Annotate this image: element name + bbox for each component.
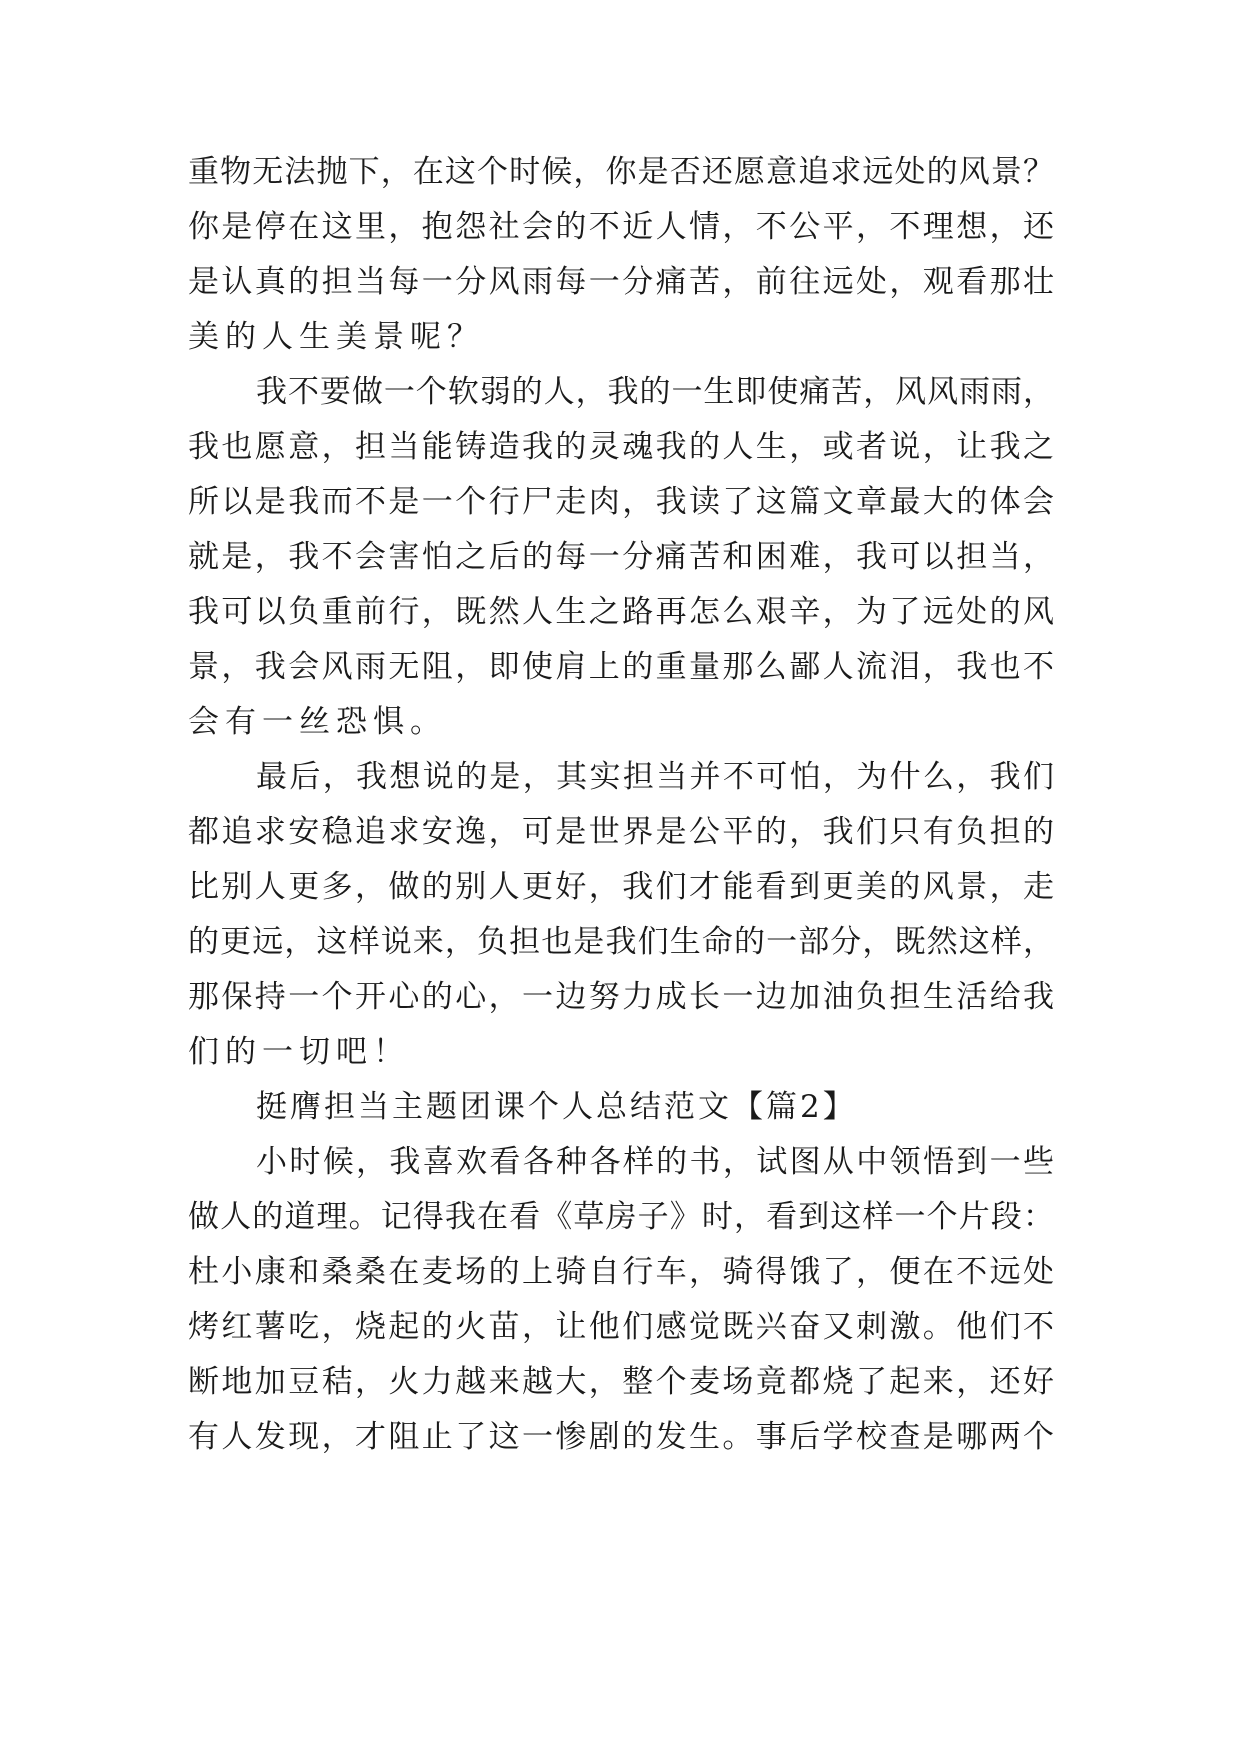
text-line: 那保持一个开心的心，一边努力成长一边加油负担生活给我 [188, 979, 1054, 1015]
text-line: 你是停在这里，抱怨社会的不近人情，不公平，不理想，还 [188, 209, 1054, 245]
text-line: 有人发现，才阻止了这一惨剧的发生。事后学校查是哪两个 [188, 1419, 1054, 1455]
text-line: 是认真的担当每一分风雨每一分痛苦，前往远处，观看那壮 [188, 264, 1054, 300]
text-line: 就是，我不会害怕之后的每一分痛苦和困难，我可以担当， [188, 539, 1054, 575]
text-line: 烤红薯吃，烧起的火苗，让他们感觉既兴奋又刺激。他们不 [188, 1309, 1054, 1345]
section-heading: 挺膺担当主题团课个人总结范文【篇2】 [256, 1089, 857, 1125]
text-line: 重物无法抛下，在这个时候，你是否还愿意追求远处的风景？ [188, 154, 1054, 190]
text-line: 最后，我想说的是，其实担当并不可怕，为什么，我们 [256, 759, 1054, 795]
text-line: 断地加豆秸，火力越来越大，整个麦场竟都烧了起来，还好 [188, 1364, 1054, 1400]
text-line: 我可以负重前行，既然人生之路再怎么艰辛，为了远处的风 [188, 594, 1054, 630]
text-line: 小时候，我喜欢看各种各样的书，试图从中领悟到一些 [256, 1144, 1054, 1180]
text-line: 的更远，这样说来，负担也是我们生命的一部分，既然这样， [188, 924, 1054, 960]
text-line: 杜小康和桑桑在麦场的上骑自行车，骑得饿了，便在不远处 [188, 1254, 1054, 1290]
text-line: 美的人生美景呢？ [188, 319, 484, 355]
text-line: 都追求安稳追求安逸，可是世界是公平的，我们只有负担的 [188, 814, 1054, 850]
text-line: 所以是我而不是一个行尸走肉，我读了这篇文章最大的体会 [188, 484, 1054, 520]
text-line: 会有一丝恐惧。 [188, 704, 447, 740]
text-line: 我不要做一个软弱的人，我的一生即使痛苦，风风雨雨， [256, 374, 1054, 410]
text-line: 景，我会风雨无阻，即使肩上的重量那么鄙人流泪，我也不 [188, 649, 1054, 685]
text-line: 我也愿意，担当能铸造我的灵魂我的人生，或者说，让我之 [188, 429, 1054, 465]
text-line: 做人的道理。记得我在看《草房子》时，看到这样一个片段： [188, 1199, 1054, 1235]
text-line: 比别人更多，做的别人更好，我们才能看到更美的风景，走 [188, 869, 1054, 905]
text-line: 们的一切吧！ [188, 1034, 410, 1070]
